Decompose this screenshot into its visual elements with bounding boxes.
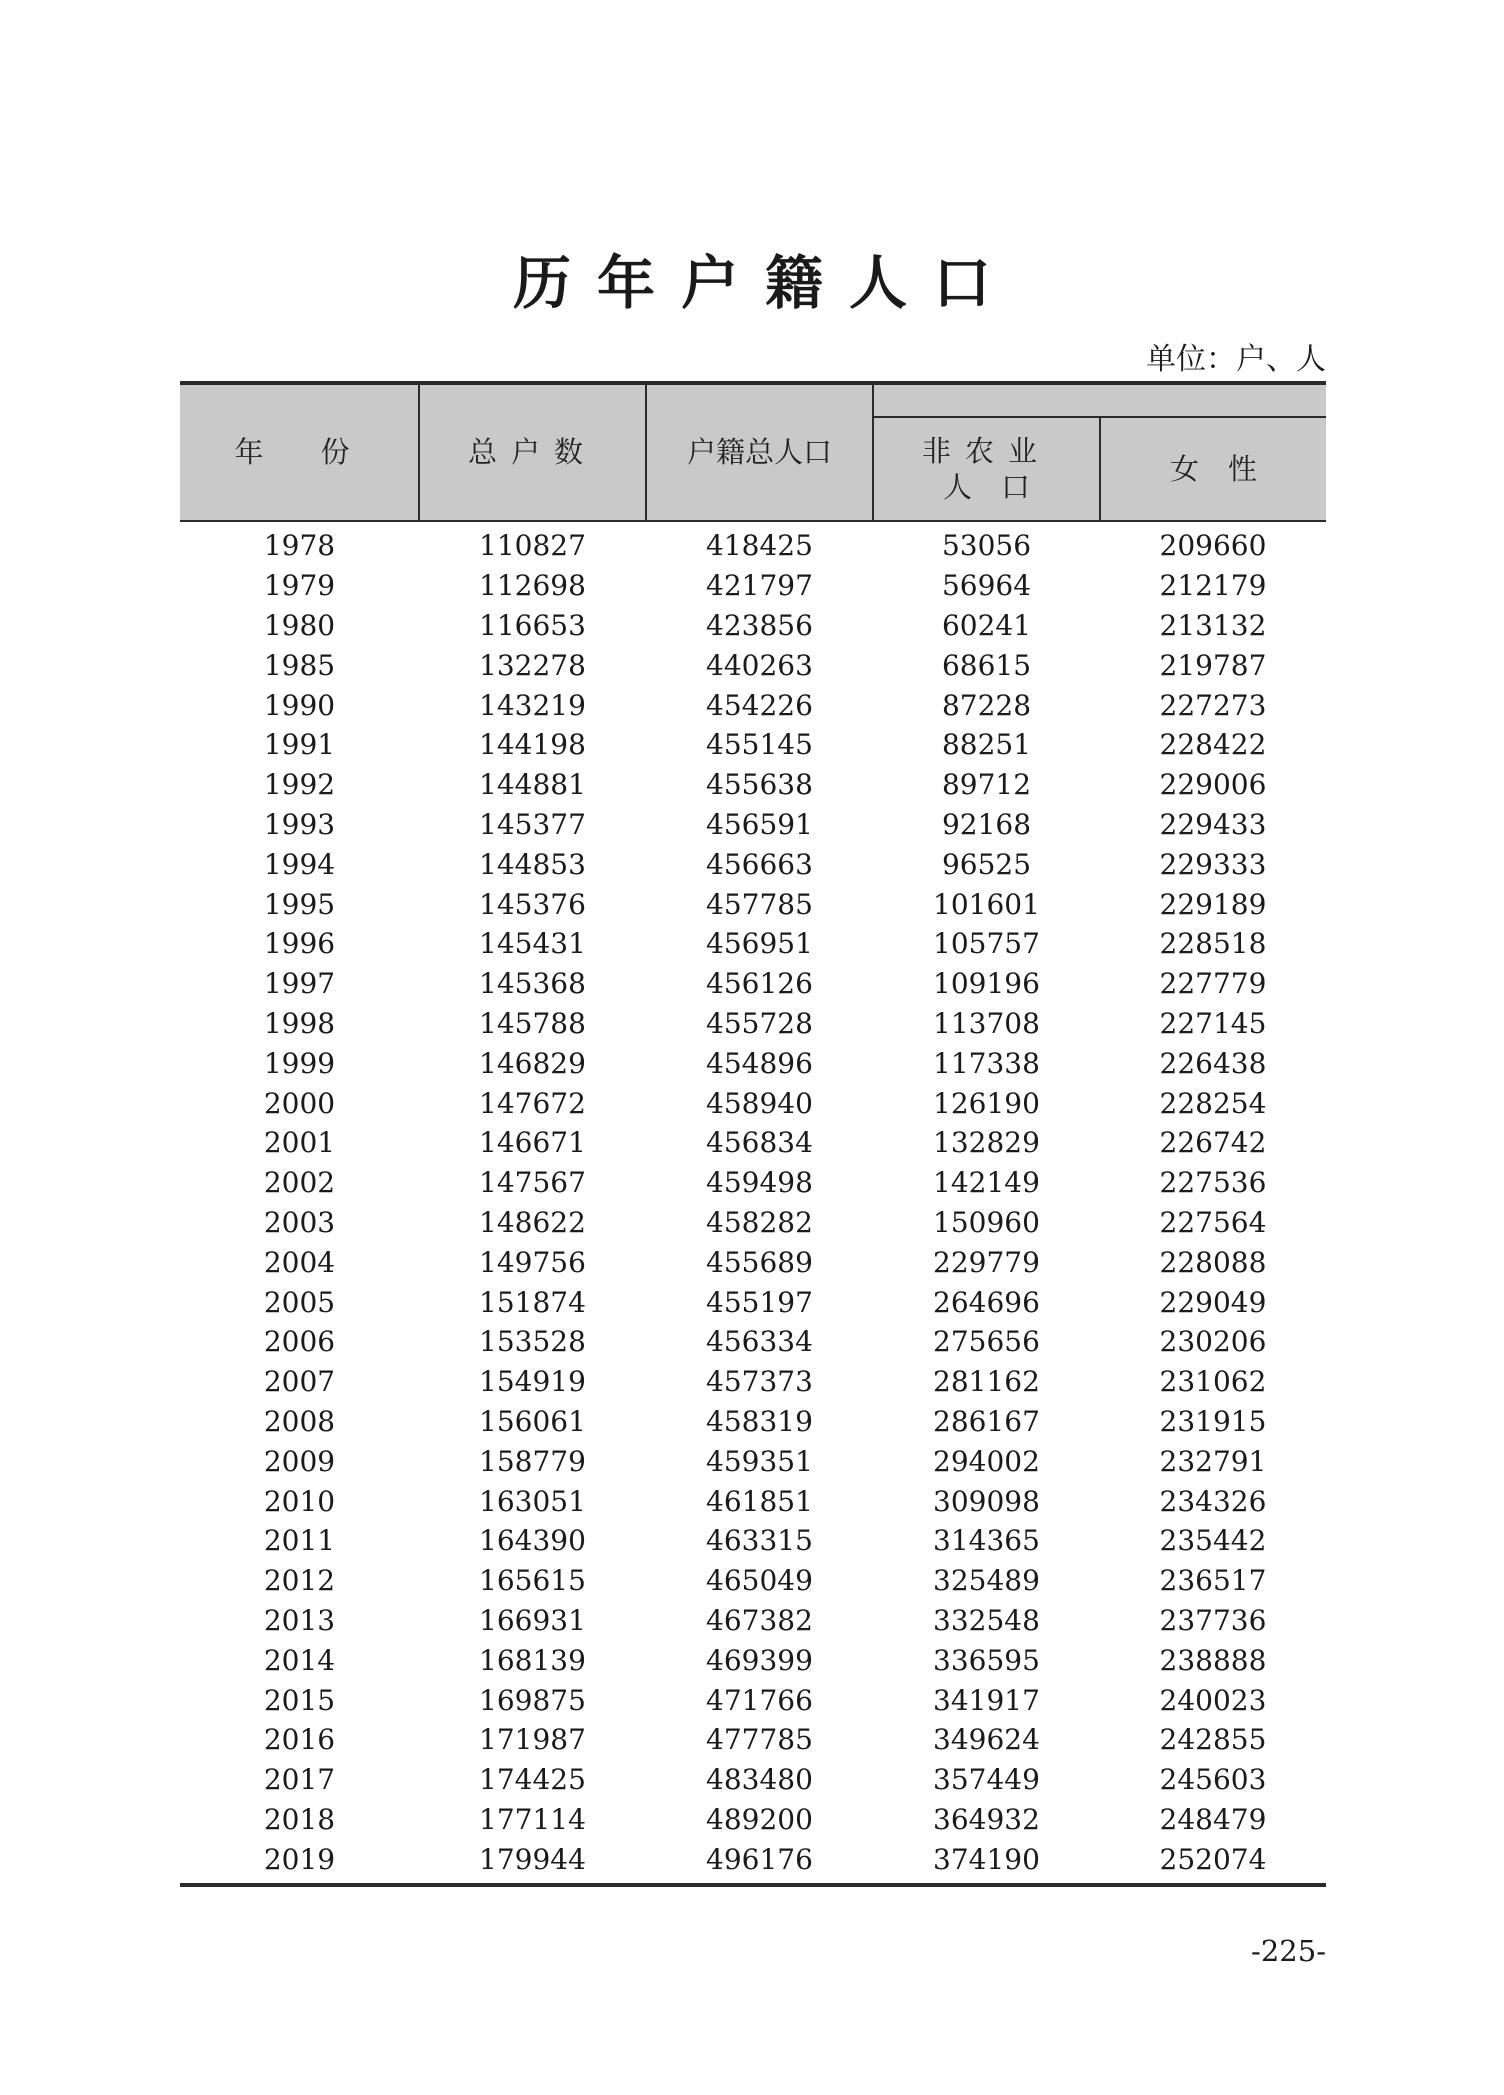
households-cell: 132278: [479, 648, 586, 682]
total-population-cell: 465049: [706, 1564, 813, 1598]
female-cell: 229006: [1159, 768, 1267, 802]
total-population-cell: 456126: [706, 967, 813, 1001]
table-row: [180, 1839, 1326, 1879]
table-bottom-rule: [180, 1883, 1326, 1887]
year-cell: 1999: [263, 1046, 336, 1080]
table-row: [180, 1004, 1326, 1044]
table-row: [180, 606, 1326, 646]
households-cell: 174425: [479, 1763, 586, 1797]
year-cell: 2000: [263, 1086, 336, 1120]
households-cell: 146829: [479, 1046, 586, 1080]
table-row: [180, 1322, 1326, 1362]
non-agricultural-cell: 357449: [933, 1763, 1040, 1797]
year-cell: 1980: [263, 608, 336, 642]
year-cell: 2013: [263, 1603, 336, 1637]
households-cell: 163051: [479, 1484, 586, 1518]
non-agricultural-cell: 309098: [933, 1484, 1040, 1518]
female-cell: 231062: [1159, 1365, 1267, 1399]
table-row: [180, 1203, 1326, 1243]
non-agricultural-cell: 142149: [933, 1166, 1040, 1200]
year-cell: 1996: [263, 927, 336, 961]
households-cell: 179944: [479, 1842, 586, 1876]
female-cell: 228422: [1159, 728, 1267, 762]
total-population-cell: 455689: [706, 1245, 813, 1279]
year-cell: 2010: [263, 1484, 336, 1518]
households-cell: 168139: [479, 1643, 586, 1677]
year-cell: 1995: [263, 887, 336, 921]
households-cell: 149756: [479, 1245, 586, 1279]
year-cell: 2002: [263, 1166, 336, 1200]
header-female-label: 女 性: [1169, 451, 1257, 486]
non-agricultural-cell: 126190: [933, 1086, 1040, 1120]
table-row: [180, 1043, 1326, 1083]
total-population-cell: 456334: [706, 1325, 813, 1359]
year-cell: 2012: [263, 1564, 336, 1598]
households-cell: 146671: [479, 1126, 586, 1160]
households-cell: 169875: [479, 1683, 586, 1717]
female-cell: 236517: [1159, 1564, 1267, 1598]
female-cell: 235442: [1159, 1524, 1267, 1558]
year-cell: 2009: [263, 1444, 336, 1478]
table-row: [180, 1481, 1326, 1521]
table-row: [180, 1441, 1326, 1481]
year-cell: 1991: [263, 728, 336, 762]
year-cell: 2015: [263, 1683, 336, 1717]
female-cell: 209660: [1159, 529, 1267, 563]
year-cell: 1993: [263, 807, 336, 841]
non-agricultural-cell: 374190: [933, 1842, 1040, 1876]
header-non-agricultural: [873, 417, 1100, 521]
total-population-cell: 456591: [706, 807, 813, 841]
non-agricultural-cell: 275656: [933, 1325, 1040, 1359]
total-population-cell: 456951: [706, 927, 813, 961]
total-population-cell: 489200: [706, 1802, 813, 1836]
table-row: [180, 1083, 1326, 1123]
non-agricultural-cell: 264696: [933, 1285, 1040, 1319]
non-agricultural-cell: 336595: [933, 1643, 1040, 1677]
female-cell: 238888: [1159, 1643, 1267, 1677]
female-cell: 234326: [1159, 1484, 1267, 1518]
female-cell: 227536: [1159, 1166, 1267, 1200]
year-cell: 1985: [263, 648, 336, 682]
table-row: [180, 1760, 1326, 1800]
non-agricultural-cell: 132829: [933, 1126, 1040, 1160]
total-population-cell: 456663: [706, 847, 813, 881]
total-population-cell: 467382: [706, 1603, 813, 1637]
total-population-cell: 455145: [706, 728, 813, 762]
table-row: [180, 725, 1326, 765]
header-year-label: 年 份: [234, 435, 364, 470]
non-agricultural-cell: 60241: [941, 608, 1032, 642]
year-cell: 1997: [263, 967, 336, 1001]
table-row: [180, 1521, 1326, 1561]
total-population-cell: 458940: [706, 1086, 813, 1120]
female-cell: 240023: [1159, 1683, 1267, 1717]
female-cell: 227273: [1159, 688, 1267, 722]
households-cell: 144198: [479, 728, 586, 762]
households-cell: 145431: [479, 927, 586, 961]
table-row: [180, 521, 1326, 566]
total-population-cell: 483480: [706, 1763, 813, 1797]
non-agricultural-cell: 294002: [933, 1444, 1040, 1478]
female-cell: 227779: [1159, 967, 1267, 1001]
year-cell: 2014: [263, 1643, 336, 1677]
year-cell: 2016: [263, 1723, 336, 1757]
header-total-population-label: 户籍总人口: [686, 435, 832, 470]
households-cell: 177114: [479, 1802, 586, 1836]
non-agricultural-cell: 53056: [941, 529, 1032, 563]
households-cell: 143219: [479, 688, 586, 722]
population-table-container: [180, 381, 1326, 1887]
households-cell: 148622: [479, 1205, 586, 1239]
unit-label: 单位：户、人: [1146, 342, 1326, 377]
households-cell: 112698: [479, 569, 586, 603]
households-cell: 144881: [479, 768, 586, 802]
total-population-cell: 463315: [706, 1524, 813, 1558]
year-cell: 2006: [263, 1325, 336, 1359]
non-agricultural-cell: 364932: [933, 1802, 1040, 1836]
table-row: [180, 1402, 1326, 1442]
non-agricultural-cell: 314365: [933, 1524, 1040, 1558]
non-agricultural-cell: 68615: [941, 648, 1032, 682]
year-cell: 2017: [263, 1763, 336, 1797]
table-row: [180, 884, 1326, 924]
total-population-cell: 418425: [706, 529, 813, 563]
table-row: [180, 1282, 1326, 1322]
households-cell: 110827: [479, 529, 586, 563]
page-title: 历年户籍人口: [512, 249, 1017, 317]
female-cell: 228518: [1159, 927, 1267, 961]
households-cell: 144853: [479, 847, 586, 881]
non-agricultural-cell: 229779: [933, 1245, 1040, 1279]
non-agricultural-cell: 117338: [933, 1046, 1040, 1080]
total-population-cell: 421797: [706, 569, 813, 603]
year-cell: 1992: [263, 768, 336, 802]
female-cell: 213132: [1159, 608, 1267, 642]
households-cell: 145788: [479, 1006, 586, 1040]
table-row: [180, 566, 1326, 606]
year-cell: 2008: [263, 1404, 336, 1438]
total-population-cell: 477785: [706, 1723, 813, 1757]
households-cell: 145376: [479, 887, 586, 921]
total-population-cell: 455197: [706, 1285, 813, 1319]
table-row: [180, 1640, 1326, 1680]
non-agricultural-cell: 56964: [941, 569, 1032, 603]
table-row: [180, 805, 1326, 845]
year-cell: 2003: [263, 1205, 336, 1239]
table-row: [180, 1680, 1326, 1720]
non-agricultural-cell: 341917: [933, 1683, 1040, 1717]
total-population-cell: 461851: [706, 1484, 813, 1518]
total-population-cell: 459351: [706, 1444, 813, 1478]
female-cell: 230206: [1159, 1325, 1267, 1359]
total-population-cell: 471766: [706, 1683, 813, 1717]
female-cell: 228254: [1159, 1086, 1267, 1120]
header-total-population: [646, 383, 873, 521]
population-table: [180, 381, 1326, 1879]
header-non-agricultural-line2: 人 口: [942, 470, 1030, 504]
female-cell: 228088: [1159, 1245, 1267, 1279]
total-population-cell: 454896: [706, 1046, 813, 1080]
header-year: [180, 383, 419, 521]
households-cell: 164390: [479, 1524, 586, 1558]
total-population-cell: 458319: [706, 1404, 813, 1438]
total-population-cell: 455728: [706, 1006, 813, 1040]
year-cell: 1979: [263, 569, 336, 603]
table-row: [180, 1601, 1326, 1641]
non-agricultural-cell: 150960: [933, 1205, 1040, 1239]
non-agricultural-cell: 96525: [941, 847, 1032, 881]
female-cell: 226742: [1159, 1126, 1267, 1160]
female-cell: 232791: [1159, 1444, 1267, 1478]
female-cell: 227145: [1159, 1006, 1267, 1040]
year-cell: 2004: [263, 1245, 336, 1279]
households-cell: 171987: [479, 1723, 586, 1757]
total-population-cell: 454226: [706, 688, 813, 722]
female-cell: 212179: [1159, 569, 1267, 603]
non-agricultural-cell: 89712: [941, 768, 1032, 802]
page-number: -225-: [1251, 1934, 1326, 1968]
table-row: [180, 1123, 1326, 1163]
total-population-cell: 457785: [706, 887, 813, 921]
header-non-agricultural-line1: 非农业: [921, 433, 1051, 468]
female-cell: 229049: [1159, 1285, 1267, 1319]
non-agricultural-cell: 92168: [941, 807, 1032, 841]
households-cell: 151874: [479, 1285, 586, 1319]
total-population-cell: 458282: [706, 1205, 813, 1239]
table-row: [180, 1561, 1326, 1601]
table-header: [180, 383, 1326, 521]
total-population-cell: 459498: [706, 1166, 813, 1200]
households-cell: 166931: [479, 1603, 586, 1637]
female-cell: 219787: [1159, 648, 1267, 682]
table-row: [180, 1720, 1326, 1760]
non-agricultural-cell: 325489: [933, 1564, 1040, 1598]
table-row: [180, 964, 1326, 1004]
header-spacer: [873, 383, 1326, 417]
table-row: [180, 924, 1326, 964]
total-population-cell: 457373: [706, 1365, 813, 1399]
non-agricultural-cell: 109196: [933, 967, 1040, 1001]
households-cell: 153528: [479, 1325, 586, 1359]
table-row: [180, 1800, 1326, 1840]
table-row: [180, 1163, 1326, 1203]
header-female: [1100, 417, 1326, 521]
female-cell: 242855: [1159, 1723, 1267, 1757]
total-population-cell: 456834: [706, 1126, 813, 1160]
non-agricultural-cell: 286167: [933, 1404, 1040, 1438]
non-agricultural-cell: 113708: [933, 1006, 1040, 1040]
table-row: [180, 645, 1326, 685]
non-agricultural-cell: 105757: [933, 927, 1040, 961]
header-households-label: 总户数: [467, 435, 597, 470]
female-cell: 231915: [1159, 1404, 1267, 1438]
female-cell: 229333: [1159, 847, 1267, 881]
year-cell: 2005: [263, 1285, 336, 1319]
total-population-cell: 496176: [706, 1842, 813, 1876]
table-body: [180, 521, 1326, 1879]
year-cell: 2011: [263, 1524, 336, 1558]
total-population-cell: 423856: [706, 608, 813, 642]
table-row: [180, 685, 1326, 725]
non-agricultural-cell: 101601: [933, 887, 1040, 921]
total-population-cell: 440263: [706, 648, 813, 682]
non-agricultural-cell: 87228: [941, 688, 1032, 722]
table-row: [180, 1242, 1326, 1282]
year-cell: 1990: [263, 688, 336, 722]
households-cell: 147567: [479, 1166, 586, 1200]
non-agricultural-cell: 349624: [933, 1723, 1040, 1757]
households-cell: 116653: [479, 608, 586, 642]
total-population-cell: 455638: [706, 768, 813, 802]
households-cell: 145377: [479, 807, 586, 841]
table-row: [180, 1362, 1326, 1402]
year-cell: 1994: [263, 847, 336, 881]
header-households: [419, 383, 646, 521]
female-cell: 252074: [1159, 1842, 1267, 1876]
year-cell: 2007: [263, 1365, 336, 1399]
households-cell: 158779: [479, 1444, 586, 1478]
year-cell: 2018: [263, 1802, 336, 1836]
non-agricultural-cell: 332548: [933, 1603, 1040, 1637]
households-cell: 165615: [479, 1564, 586, 1598]
table-row: [180, 765, 1326, 805]
female-cell: 248479: [1159, 1802, 1267, 1836]
households-cell: 156061: [479, 1404, 586, 1438]
non-agricultural-cell: 88251: [941, 728, 1032, 762]
households-cell: 154919: [479, 1365, 586, 1399]
total-population-cell: 469399: [706, 1643, 813, 1677]
year-cell: 1998: [263, 1006, 336, 1040]
female-cell: 237736: [1159, 1603, 1267, 1637]
year-cell: 1978: [263, 529, 336, 563]
year-cell: 2019: [263, 1842, 336, 1876]
female-cell: 226438: [1159, 1046, 1267, 1080]
female-cell: 229433: [1159, 807, 1267, 841]
female-cell: 229189: [1159, 887, 1267, 921]
households-cell: 145368: [479, 967, 586, 1001]
female-cell: 245603: [1159, 1763, 1267, 1797]
households-cell: 147672: [479, 1086, 586, 1120]
female-cell: 227564: [1159, 1205, 1267, 1239]
non-agricultural-cell: 281162: [933, 1365, 1040, 1399]
year-cell: 2001: [263, 1126, 336, 1160]
table-row: [180, 844, 1326, 884]
